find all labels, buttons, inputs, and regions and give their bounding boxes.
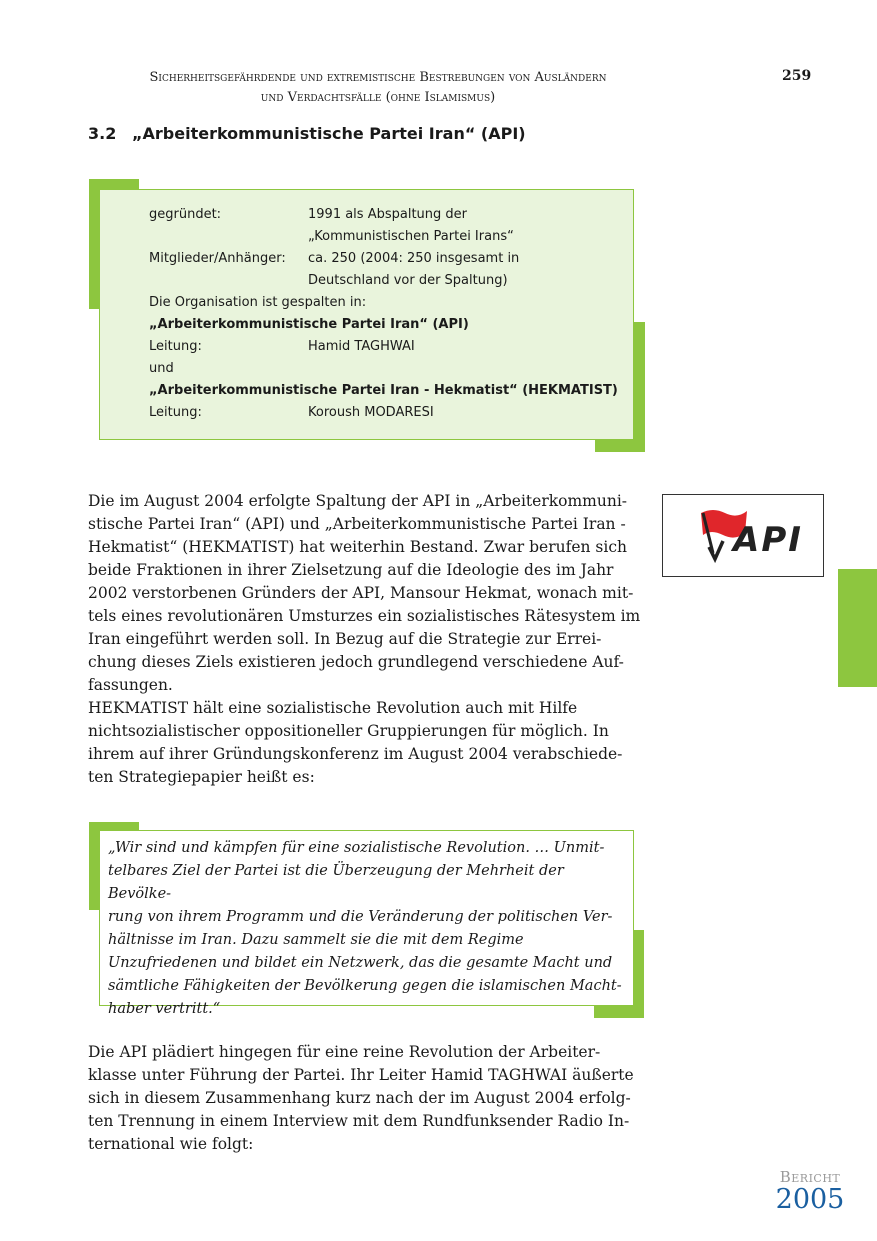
conjunction: und: [149, 361, 174, 376]
info-row-members: [149, 248, 623, 292]
section-heading: „Arbeiterkommunistische Partei Iran“ (API): [132, 124, 526, 143]
org2-lead-value: Koroush MODARESI: [308, 405, 434, 420]
quote-line: sämtliche Fähigkeiten der Bevölkerung gegen die islamischen Macht-: [108, 978, 622, 994]
text-line: ten Strategiepapier heißt es:: [88, 768, 315, 786]
text-line: Hekmatist“ (HEKMATIST) hat weiterhin Bestand. Zwar berufen sich: [88, 538, 627, 556]
org1-lead-value: Hamid TAGHWAI: [308, 339, 415, 354]
info-box-content: [149, 204, 623, 424]
members-value: [308, 248, 623, 292]
info-row-founded: [149, 204, 623, 248]
text-line: ihrem auf ihrer Gründungskonferenz im August 2004 verabschiede-: [88, 745, 623, 763]
footer-year: 2005: [775, 1184, 845, 1215]
org2-name: „Arbeiterkommunistische Partei Iran - Hekmatist“ (HEKMATIST): [149, 383, 618, 398]
quote-text: [108, 837, 625, 1021]
text-line: Die API plädiert hingegen für eine reine Revolution der Arbeiter-: [88, 1043, 601, 1061]
quote-line: Unzufriedenen und bildet ein Netzwerk, das die gesamte Macht und: [108, 955, 613, 971]
section-title: [88, 124, 526, 143]
text-line: beide Fraktionen in ihrer Zielsetzung auf die Ideologie des im Jahr: [88, 561, 614, 579]
running-header-line-1: Sicherheitsgefährdende und extremistische Bestrebungen von Ausländern: [149, 70, 607, 85]
text-line: sich in diesem Zusammenhang kurz nach der im August 2004 erfolg-: [88, 1089, 631, 1107]
text-line: Iran eingeführt werden soll. In Bezug auf die Strategie zur Errei-: [88, 630, 602, 648]
text-line: klasse unter Führung der Partei. Ihr Leiter Hamid TAGHWAI äußerte: [88, 1066, 634, 1084]
text-line: chung dieses Ziels existieren jedoch grundlegend verschiedene Auf-: [88, 653, 624, 671]
text-line: ten Trennung in einem Interview mit dem Rundfunksender Radio In-: [88, 1112, 630, 1130]
running-header: [88, 68, 668, 108]
members-value-line-2: Deutschland vor der Spaltung): [308, 273, 508, 288]
quote-line: hältnisse im Iran. Dazu sammelt sie die mit dem Regime: [108, 932, 524, 948]
side-tab-marker: [838, 569, 877, 687]
text-line: HEKMATIST hält eine sozialistische Revolution auch mit Hilfe: [88, 699, 578, 717]
quote-line: telbares Ziel der Partei ist die Überzeugung der Mehrheit der Bevölke-: [108, 863, 564, 902]
quote-line: rung von ihrem Programm und die Veränderung der politischen Ver-: [108, 909, 613, 925]
section-number: 3.2: [88, 124, 117, 143]
api-logo-icon: [663, 495, 823, 576]
api-logo-text: API: [733, 520, 803, 560]
info-row-org1-lead: [149, 336, 623, 358]
text-line: tels eines revolutionären Umsturzes ein sozialistisches Rätesystem im: [88, 607, 641, 625]
text-line: stische Partei Iran“ (API) und „Arbeiterkommunistische Partei Iran -: [88, 515, 626, 533]
text-line: Die im August 2004 erfolgte Spaltung der API in „Arbeiterkommuni-: [88, 492, 628, 510]
founded-value-line-2: „Kommunistischen Partei Irans“: [308, 229, 514, 244]
paragraph-2: [88, 1041, 644, 1156]
split-intro: Die Organisation ist gespalten in:: [149, 295, 367, 310]
org1-lead-label: Leitung:: [149, 339, 202, 354]
founded-label: gegründet:: [149, 207, 222, 222]
text-line: ternational wie folgt:: [88, 1135, 254, 1153]
paragraph-1: [88, 490, 644, 789]
footer-brand: [770, 1168, 850, 1214]
footer-word: Bericht: [779, 1168, 841, 1186]
founded-value-line-1: 1991 als Abspaltung der: [308, 207, 468, 222]
text-line: nichtsozialistischer oppositioneller Gruppierungen für möglich. In: [88, 722, 609, 740]
info-row-org2-lead: [149, 402, 623, 424]
members-value-line-1: ca. 250 (2004: 250 insgesamt in: [308, 251, 520, 266]
quote-box: [99, 830, 634, 1017]
text-line: fassungen.: [88, 676, 173, 694]
quote-line: „Wir sind und kämpfen für eine sozialistische Revolution. … Unmit-: [108, 840, 605, 856]
page-number: 259: [782, 68, 812, 84]
org2-lead-label: Leitung:: [149, 405, 202, 420]
org1-name: „Arbeiterkommunistische Partei Iran“ (API): [149, 317, 469, 332]
running-header-line-2: und Verdachtsfälle (ohne Islamismus): [260, 90, 496, 105]
founded-value: [308, 204, 623, 248]
api-logo-frame: [662, 494, 824, 577]
text-line: 2002 verstorbenen Gründers der API, Mansour Hekmat, wonach mit-: [88, 584, 634, 602]
quote-line: haber vertritt.“: [108, 1001, 221, 1017]
info-box: [99, 189, 634, 440]
members-label: Mitglieder/Anhänger:: [149, 251, 286, 266]
